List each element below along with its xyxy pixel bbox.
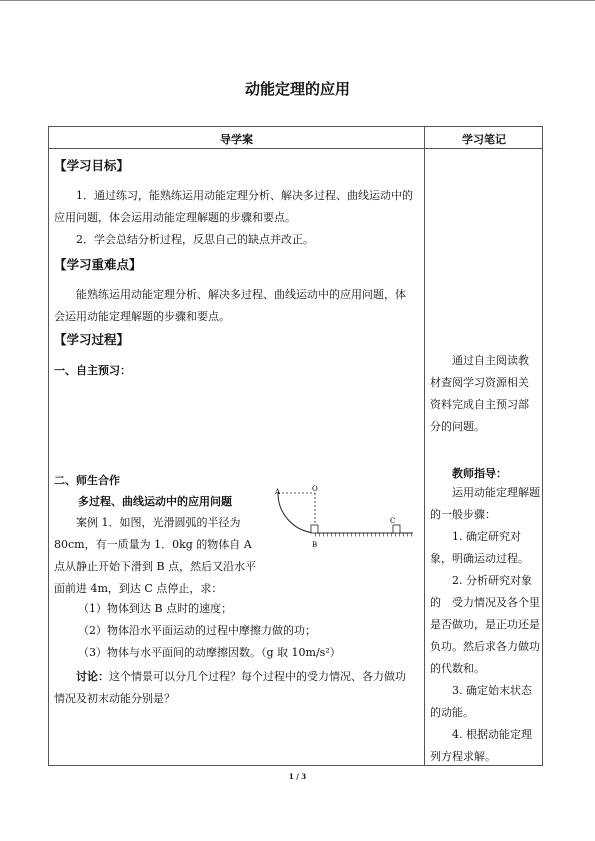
note-step-2: 2. 分析研究对象的 受力情况及各个里是否做功，是正功还是负功。然后求各力做功的代数和。 [430,574,540,675]
cooperation-heading: 二、师生合作 [54,474,120,487]
note-step-1: 1. 确定研究对象，明确运动过程。 [430,530,529,565]
arc-track [278,493,315,533]
self-preview-heading: 一、自主预习： [54,364,131,377]
topic-heading: 多过程、曲线运动中的应用问题 [78,495,232,508]
note-self-study: 通过自主阅读教材查阅学习资源相关资料完成自主预习部分的问题。 [430,354,529,433]
header-guide: 导学案 [220,133,253,146]
note-steps-intro: 运用动能定理解题的一般步骤： [430,486,540,521]
process-heading: 【学习过程】 [54,332,130,347]
discussion [54,666,414,710]
header-divider [49,148,542,149]
page-title: 动能定理的应用 [244,80,350,98]
case-text: 案例 1．如图，光滑圆弧的半径为 80cm，有一质量为 1．0kg 的物体自 A 点从静止开始下滑到 B 点，然后又沿水平面前进 4m，到达 C 点停止，求： [54,516,257,595]
goals-item-2: 2．学会总结分析过程，反思自己的缺点并改正。 [76,233,314,246]
note-step-4: 4. 根据动能定理列方程求解。 [430,728,532,763]
discussion-text: 这个情景可以分几个过程？每个过程中的受力情况、各力做功情况及初末动能分别是？ [54,670,406,705]
discussion-label: 讨论： [76,670,109,683]
page-number: 1 / 3 [288,772,307,781]
teacher-guidance-heading: 教师指导： [452,467,507,480]
block-at-b [311,525,318,533]
header-notes: 学习笔记 [462,133,506,146]
question-1: （1）物体到达 B 点时的速度； [78,602,233,615]
question-2: （2）物体沿水平面运动的过程中摩擦力做的功； [78,624,316,637]
label-o: O [312,485,318,493]
column-divider [424,127,425,765]
key-points-text: 能熟练运用动能定理分析、解决多过程、曲线运动中的应用问题，体会运用动能定理解题的步骤和要点。 [54,288,406,323]
block-at-c [393,525,400,533]
label-c: C [390,517,396,525]
label-a: A [275,488,281,496]
label-b: B [312,541,318,549]
key-points-heading: 【学习重难点】 [54,257,142,272]
goals-heading: 【学习目标】 [54,158,130,173]
goals-item-1: 1．通过练习，能熟练运用动能定理分析、解决多过程、曲线运动中的应用问题，体会运用动能定理解题的步骤和要点。 [54,189,413,224]
note-step-3: 3. 确定始末状态的动能。 [430,684,532,719]
question-3: （3）物体与水平面间的动摩擦因数。（g 取 10m/s²） [78,646,341,659]
arc-track-diagram [273,485,418,550]
page-top-border [0,0,595,1]
